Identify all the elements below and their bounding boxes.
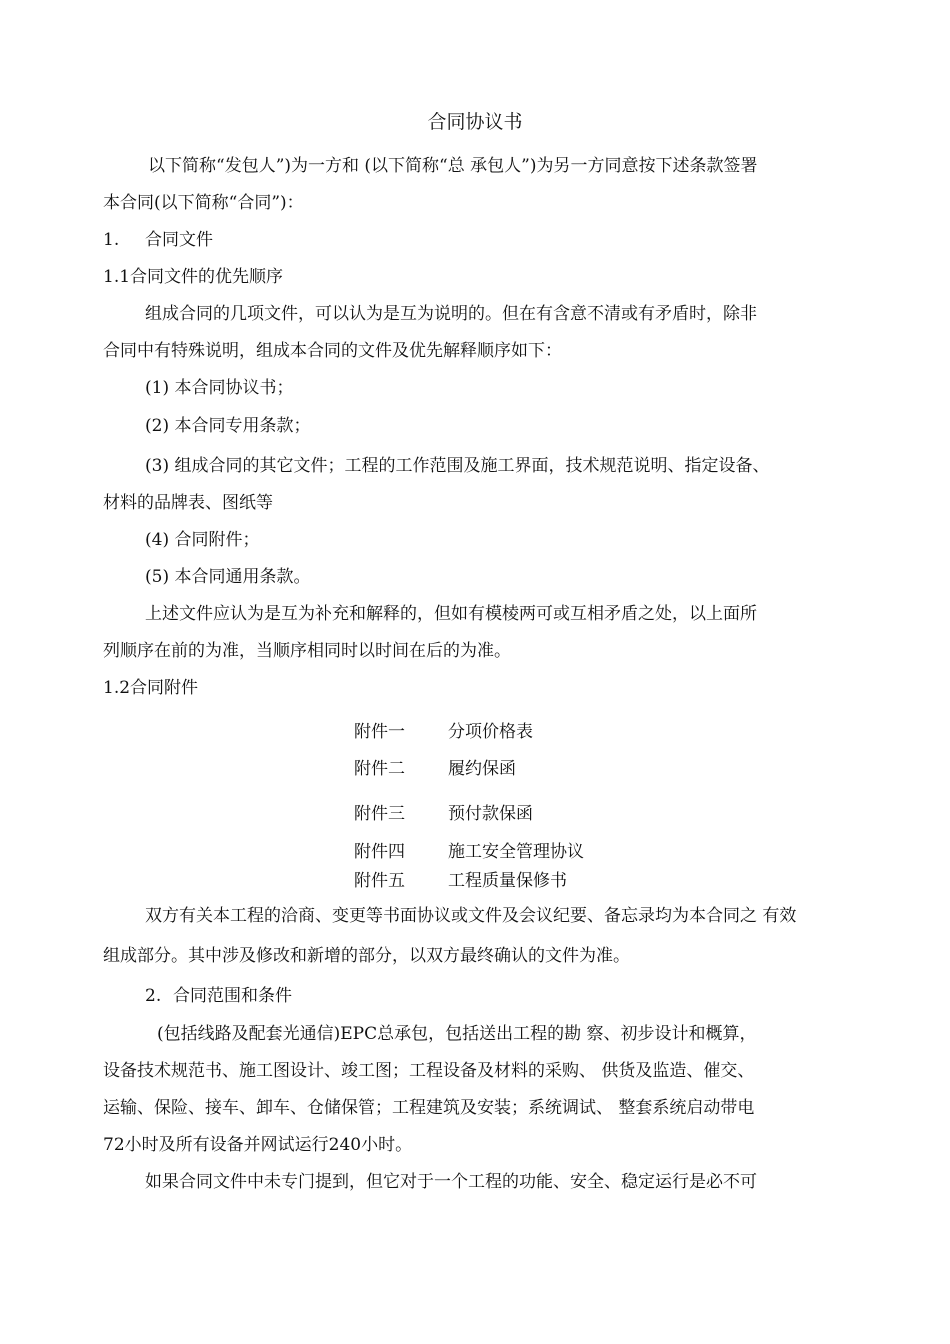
section-1-number: 1. [103, 230, 120, 250]
section-1-2-heading: 1.2合同附件 [103, 678, 199, 698]
priority-item-1: (1) 本合同协议书； [145, 378, 294, 398]
section-2-para-1-line-1: (包括线路及配套光通信)EPC总承包，包括送出工程的勘 察、初步设计和概算， [157, 1024, 757, 1044]
section-1-para-2-line-2: 列顺序在前的为准，当顺序相同时以时间在后的为准。 [103, 641, 511, 661]
attachment-3-name: 预付款保函 [448, 804, 533, 824]
attachment-2-label: 附件二 [354, 759, 405, 779]
section-2-number: 2. [145, 986, 162, 1006]
priority-item-3: (3) 组成合同的其它文件；工程的工作范围及施工界面，技术规范说明、指定设备、 [145, 456, 770, 476]
preamble-line-2: 本合同(以下简称“合同”)： [103, 193, 304, 213]
attachment-2-name: 履约保函 [448, 759, 516, 779]
attachment-3-label: 附件三 [354, 804, 405, 824]
section-1-para-3-line-2: 组成部分。其中涉及修改和新增的部分，以双方最终确认的文件为准。 [103, 946, 630, 966]
attachment-5-label: 附件五 [354, 871, 405, 891]
attachment-5-name: 工程质量保修书 [448, 871, 567, 891]
attachment-4-label: 附件四 [354, 842, 405, 862]
section-2-para-1-line-3: 运输、保险、接车、卸车、仓储保管；工程建筑及安装；系统调试、 整套系统启动带电 [103, 1098, 755, 1118]
attachment-1-name: 分项价格表 [448, 722, 533, 742]
attachment-1-label: 附件一 [354, 722, 405, 742]
priority-item-2: (2) 本合同专用条款； [145, 416, 311, 436]
section-1-heading: 合同文件 [145, 230, 213, 250]
section-1-1-heading: 1.1合同文件的优先顺序 [103, 267, 284, 287]
section-1-para-2-line-1: 上述文件应认为是互为补充和解释的，但如有模棱两可或互相矛盾之处，以上面所 [145, 604, 757, 624]
priority-item-5: (5) 本合同通用条款。 [145, 567, 311, 587]
preamble-line-1: 以下简称“发包人”)为一方和 (以下简称“总 承包人”)为另一方同意按下述条款签署 [148, 156, 758, 176]
priority-item-3-continued: 材料的品牌表、图纸等 [103, 493, 273, 513]
section-2-para-1-line-2: 设备技术规范书、施工图设计、竣工图；工程设备及材料的采购、 供货及监造、催交、 [103, 1061, 755, 1081]
section-1-para-1-line-1: 组成合同的几项文件，可以认为是互为说明的。但在有含意不清或有矛盾时，除非 [145, 304, 757, 324]
attachment-4-name: 施工安全管理协议 [448, 842, 584, 862]
section-2-para-1-line-4: 72小时及所有设备并网试运行240小时。 [103, 1135, 413, 1155]
section-2-para-2-line-1: 如果合同文件中未专门提到，但它对于一个工程的功能、安全、稳定运行是必不可 [145, 1172, 757, 1192]
section-2-heading: 合同范围和条件 [173, 986, 292, 1006]
section-1-para-3-line-1: 双方有关本工程的洽商、变更等书面协议或文件及会议纪要、备忘录均为本合同之 有效 [145, 906, 797, 926]
section-1-para-1-line-2: 合同中有特殊说明，组成本合同的文件及优先解释顺序如下： [103, 341, 562, 361]
priority-item-4: (4) 合同附件； [145, 530, 260, 550]
document-title: 合同协议书 [427, 111, 523, 133]
